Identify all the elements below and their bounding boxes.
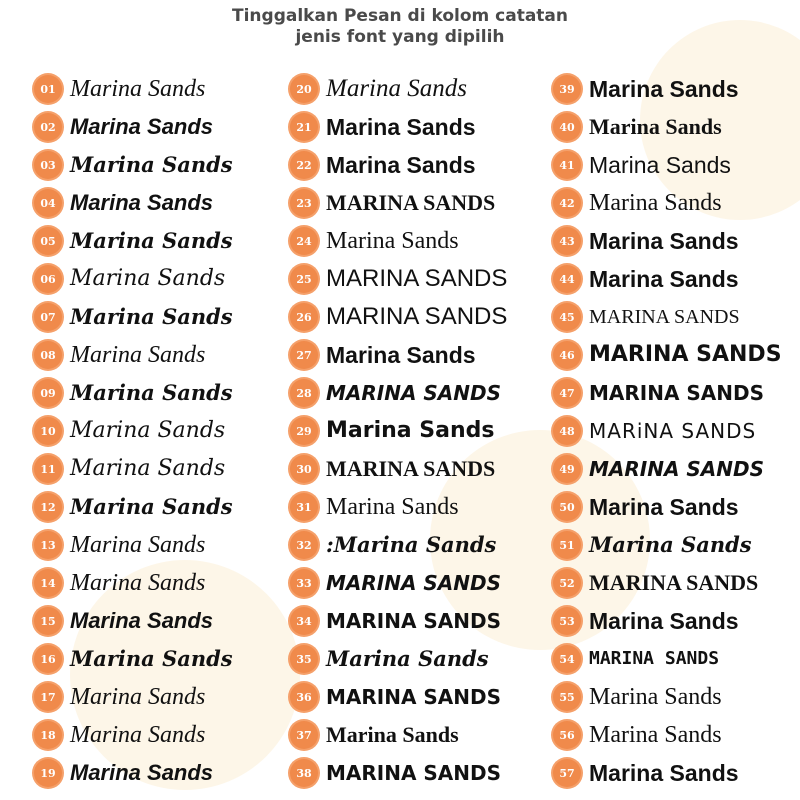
font-option-51 — [553, 528, 799, 562]
font-sample-text: Marina Sands — [589, 760, 739, 786]
font-number-badge: 26 — [290, 303, 318, 331]
font-sample-text: Marina Sands — [70, 684, 206, 710]
font-option-05 — [34, 224, 289, 258]
font-sample-text: Marina Sands — [589, 114, 722, 139]
font-sample-text: MARINA SANDS — [326, 685, 502, 709]
font-number-badge: 23 — [290, 189, 318, 217]
font-option-42 — [553, 186, 799, 220]
font-sample-text: Marina Sands — [70, 760, 214, 785]
font-sample-text: Marina Sands — [70, 570, 206, 596]
font-sample-text: MARINA SANDS — [326, 571, 502, 595]
font-option-29 — [290, 414, 552, 448]
font-option-09 — [34, 376, 289, 410]
font-option-50 — [553, 490, 799, 524]
font-option-15 — [34, 604, 289, 638]
font-number-badge: 05 — [34, 227, 62, 255]
font-sample-text: MARiNA SANDS — [589, 419, 757, 443]
font-number-badge: 27 — [290, 341, 318, 369]
font-number-badge: 33 — [290, 569, 318, 597]
font-number-badge: 35 — [290, 645, 318, 673]
font-number-badge: 41 — [553, 151, 581, 179]
font-number-badge: 09 — [34, 379, 62, 407]
font-number-badge: 48 — [553, 417, 581, 445]
font-number-badge: 17 — [34, 683, 62, 711]
font-sample-text: Marina Sands — [70, 646, 233, 671]
font-option-19 — [34, 756, 289, 790]
font-option-02 — [34, 110, 289, 144]
font-number-badge: 55 — [553, 683, 581, 711]
font-number-badge: 50 — [553, 493, 581, 521]
font-sample-text: Marina Sands — [589, 76, 739, 102]
font-sample-text: Marina Sands — [589, 228, 739, 254]
font-sample-text: Marina Sands — [70, 190, 214, 215]
font-option-54 — [553, 642, 799, 676]
font-number-badge: 36 — [290, 683, 318, 711]
font-number-badge: 38 — [290, 759, 318, 787]
font-sample-text: :Marina Sands — [326, 532, 497, 557]
font-number-badge: 43 — [553, 227, 581, 255]
font-sample-text: Marina Sands — [70, 304, 233, 329]
font-number-badge: 45 — [553, 303, 581, 331]
font-option-17 — [34, 680, 289, 714]
font-option-28 — [290, 376, 552, 410]
font-sample-text: Marina Sands — [589, 532, 752, 557]
font-sample-text: Marina Sands — [326, 75, 467, 102]
font-sample-text: Marina Sands — [70, 380, 233, 405]
page-header — [0, 6, 800, 48]
font-number-badge: 46 — [553, 341, 581, 369]
font-column-2 — [290, 72, 552, 790]
font-option-52 — [553, 566, 799, 600]
font-number-badge: 13 — [34, 531, 62, 559]
font-number-badge: 11 — [34, 455, 62, 483]
font-sample-text: Marina Sands — [70, 266, 226, 291]
font-number-badge: 39 — [553, 75, 581, 103]
font-number-badge: 19 — [34, 759, 62, 787]
font-sample-text: Marina Sands — [326, 418, 495, 443]
font-number-badge: 29 — [290, 417, 318, 445]
font-sample-text: Marina Sands — [70, 608, 214, 633]
font-option-25 — [290, 262, 552, 296]
font-sample-text: Marina Sands — [326, 152, 476, 178]
font-option-41 — [553, 148, 799, 182]
font-option-32 — [290, 528, 552, 562]
font-number-badge: 04 — [34, 189, 62, 217]
font-sample-text: MARINA SANDS — [326, 456, 496, 481]
font-option-48 — [553, 414, 799, 448]
font-option-35 — [290, 642, 552, 676]
font-number-badge: 32 — [290, 531, 318, 559]
font-number-badge: 49 — [553, 455, 581, 483]
font-number-badge: 30 — [290, 455, 318, 483]
font-sample-text: Marina Sands — [589, 722, 722, 748]
font-sample-text: Marina Sands — [589, 684, 722, 710]
font-option-43 — [553, 224, 799, 258]
font-number-badge: 40 — [553, 113, 581, 141]
font-sample-text: Marina Sands — [70, 114, 214, 139]
font-option-39 — [553, 72, 799, 106]
font-number-badge: 01 — [34, 75, 62, 103]
font-sample-text: MARINA SANDS — [589, 648, 720, 669]
font-sample-text: Marina Sands — [70, 418, 226, 443]
font-number-badge: 10 — [34, 417, 62, 445]
header-line-1: Tinggalkan Pesan di kolom catatan — [232, 6, 568, 26]
font-number-badge: 24 — [290, 227, 318, 255]
font-number-badge: 57 — [553, 759, 581, 787]
font-option-14 — [34, 566, 289, 600]
font-sample-text: Marina Sands — [70, 76, 206, 102]
font-option-08 — [34, 338, 289, 372]
font-number-badge: 03 — [34, 151, 62, 179]
font-sample-text: Marina Sands — [70, 228, 233, 253]
font-option-04 — [34, 186, 289, 220]
font-number-badge: 07 — [34, 303, 62, 331]
font-sample-text: Marina Sands — [326, 646, 489, 671]
font-number-badge: 51 — [553, 531, 581, 559]
font-option-23 — [290, 186, 552, 220]
font-sample-text: MARINA SANDS — [326, 303, 508, 330]
font-sample-text: MARINA SANDS — [589, 570, 759, 595]
font-number-badge: 22 — [290, 151, 318, 179]
font-option-37 — [290, 718, 552, 752]
font-option-07 — [34, 300, 289, 334]
font-option-11 — [34, 452, 289, 486]
font-option-03 — [34, 148, 289, 182]
font-option-26 — [290, 300, 552, 334]
font-number-badge: 28 — [290, 379, 318, 407]
font-option-12 — [34, 490, 289, 524]
font-number-badge: 53 — [553, 607, 581, 635]
font-number-badge: 16 — [34, 645, 62, 673]
font-option-36 — [290, 680, 552, 714]
font-sample-text: Marina Sands — [70, 342, 206, 368]
font-option-57 — [553, 756, 799, 790]
font-sample-text: Marina Sands — [589, 608, 739, 634]
font-sample-text: Marina Sands — [589, 494, 739, 520]
font-option-01 — [34, 72, 289, 106]
font-sample-text: Marina Sands — [70, 494, 233, 519]
font-sample-text: MARINA SANDS — [589, 381, 765, 405]
font-option-49 — [553, 452, 799, 486]
font-sample-text: MARINA SANDS — [589, 457, 765, 481]
font-option-16 — [34, 642, 289, 676]
font-sample-text: MARINA SANDS — [589, 306, 740, 328]
font-option-55 — [553, 680, 799, 714]
font-number-badge: 44 — [553, 265, 581, 293]
font-sample-text: MARINA SANDS — [326, 609, 502, 633]
font-sample-text: Marina Sands — [326, 342, 476, 368]
font-sample-text: MARINA SANDS — [326, 265, 508, 292]
font-number-badge: 54 — [553, 645, 581, 673]
font-sample-text: Marina Sands — [589, 190, 722, 216]
font-sample-text: Marina Sands — [589, 266, 739, 292]
font-number-badge: 34 — [290, 607, 318, 635]
font-sample-text: MARINA SANDS — [326, 381, 502, 405]
font-number-badge: 37 — [290, 721, 318, 749]
font-option-13 — [34, 528, 289, 562]
font-number-badge: 47 — [553, 379, 581, 407]
font-number-badge: 52 — [553, 569, 581, 597]
font-number-badge: 56 — [553, 721, 581, 749]
font-option-44 — [553, 262, 799, 296]
font-number-badge: 42 — [553, 189, 581, 217]
font-option-53 — [553, 604, 799, 638]
font-sample-text: Marina Sands — [70, 532, 206, 558]
font-sample-text: Marina Sands — [326, 494, 459, 520]
font-option-31 — [290, 490, 552, 524]
font-option-45 — [553, 300, 799, 334]
font-number-badge: 18 — [34, 721, 62, 749]
font-option-38 — [290, 756, 552, 790]
font-sample-text: Marina Sands — [70, 152, 233, 177]
font-sample-text: Marina Sands — [326, 722, 459, 747]
font-number-badge: 02 — [34, 113, 62, 141]
font-option-27 — [290, 338, 552, 372]
font-option-56 — [553, 718, 799, 752]
font-number-badge: 08 — [34, 341, 62, 369]
font-option-10 — [34, 414, 289, 448]
font-option-33 — [290, 566, 552, 600]
font-option-34 — [290, 604, 552, 638]
font-number-badge: 14 — [34, 569, 62, 597]
font-number-badge: 21 — [290, 113, 318, 141]
font-number-badge: 31 — [290, 493, 318, 521]
font-option-30 — [290, 452, 552, 486]
font-number-badge: 12 — [34, 493, 62, 521]
font-option-22 — [290, 148, 552, 182]
header-line-2: jenis font yang dipilih — [295, 27, 505, 47]
font-column-1 — [34, 72, 289, 790]
font-number-badge: 15 — [34, 607, 62, 635]
font-sample-text: Marina Sands — [70, 722, 206, 748]
font-number-badge: 25 — [290, 265, 318, 293]
font-sample-text: MARINA SANDS — [326, 190, 496, 215]
font-option-47 — [553, 376, 799, 410]
font-sample-text: MARINA SANDS — [589, 342, 782, 367]
font-sample-text: Marina Sands — [70, 456, 226, 481]
font-option-06 — [34, 262, 289, 296]
font-option-20 — [290, 72, 552, 106]
font-number-badge: 20 — [290, 75, 318, 103]
font-option-18 — [34, 718, 289, 752]
font-sample-text: Marina Sands — [589, 152, 731, 178]
font-sample-text: Marina Sands — [326, 228, 459, 254]
font-option-40 — [553, 110, 799, 144]
font-sample-text: Marina Sands — [326, 114, 476, 140]
font-number-badge: 06 — [34, 265, 62, 293]
font-option-46 — [553, 338, 799, 372]
font-sample-text: MARINA SANDS — [326, 761, 502, 785]
font-column-3 — [553, 72, 799, 790]
font-option-21 — [290, 110, 552, 144]
font-option-24 — [290, 224, 552, 258]
